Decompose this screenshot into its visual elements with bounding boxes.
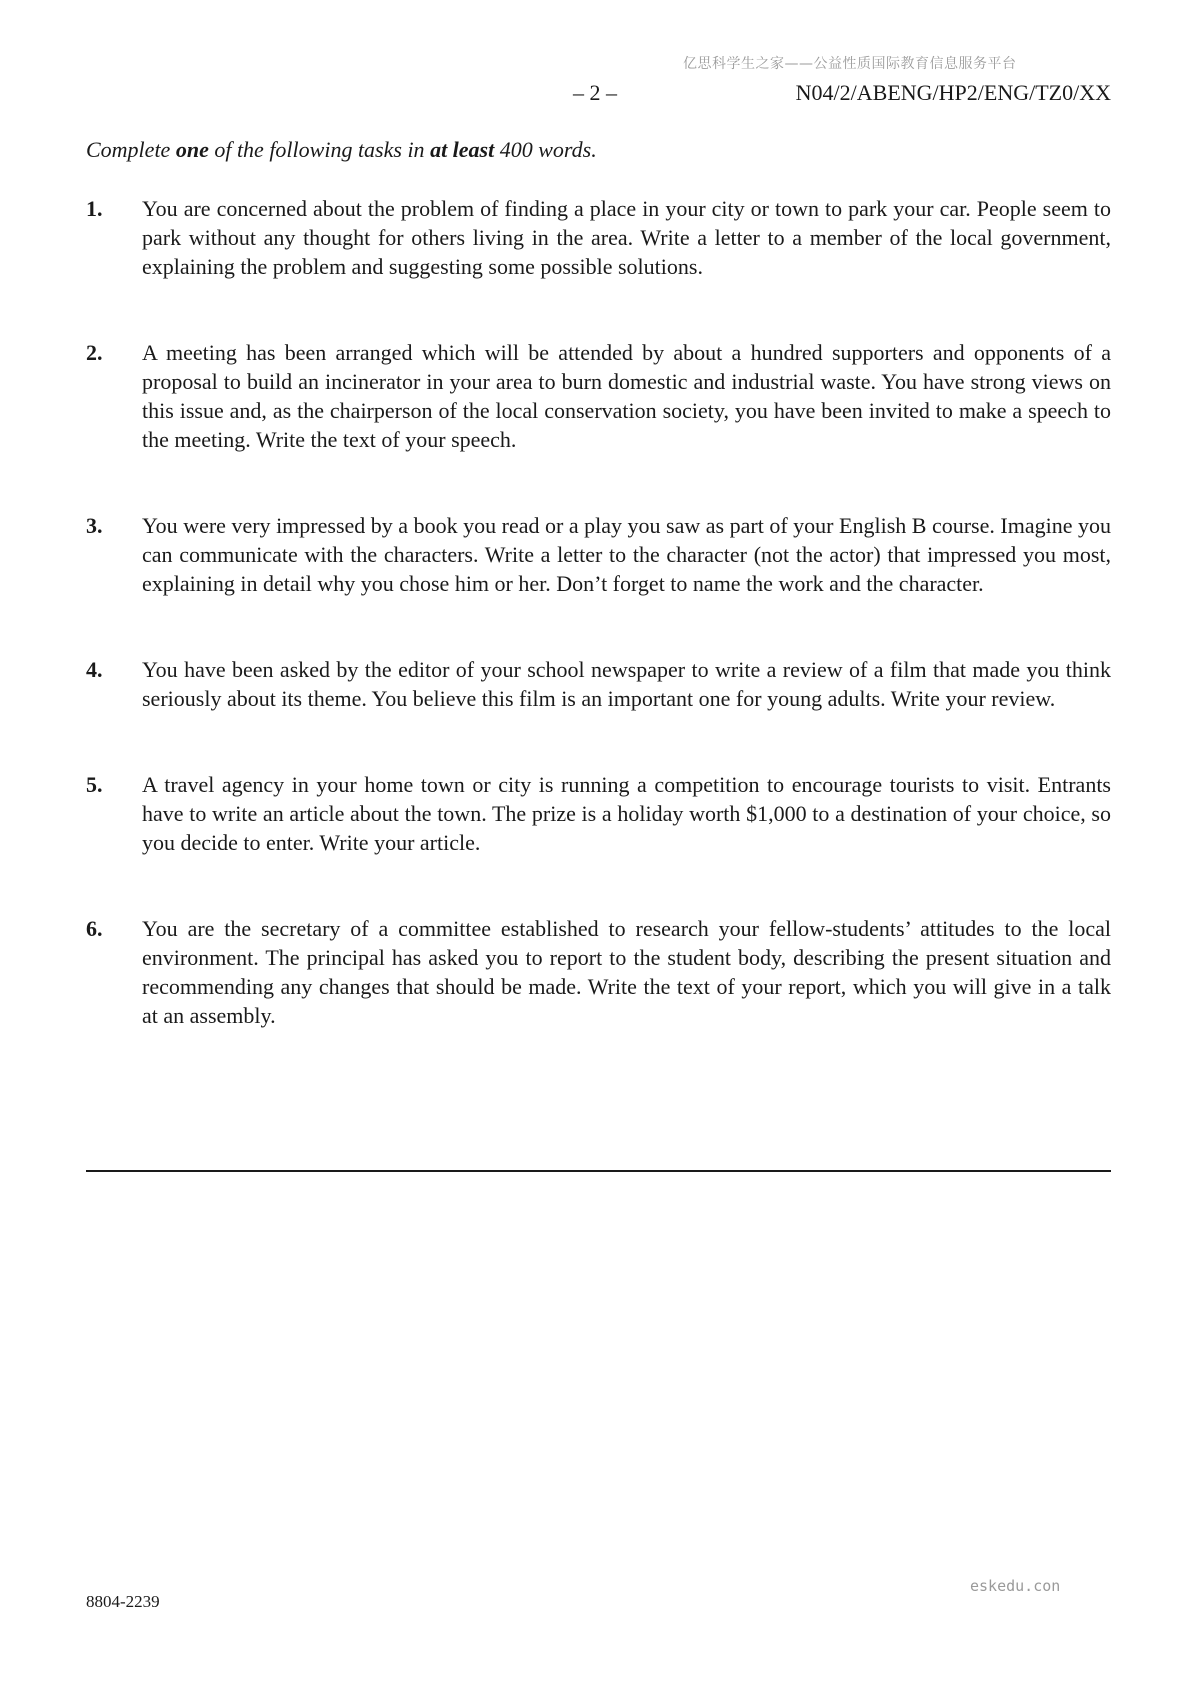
instructions-suffix: 400 words. xyxy=(494,137,597,162)
task-text: A meeting has been arranged which will be attended by about a hundred supporters and opponents of a proposal to build an incinerator in your area to burn domestic and industrial waste. You have strong views on this issue and, as the chairperson of the local conservation society, you have been invited to make a speech to the meeting. Write the text of your speech. xyxy=(142,340,1111,452)
header-watermark: 亿思科学生之家——公益性质国际教育信息服务平台 xyxy=(683,56,1017,72)
footer-watermark: eskedu.con xyxy=(970,1577,1061,1595)
task-text: A travel agency in your home town or city is running a competition to encourage tourists to visit. Entrants have to write an article about the town. The prize is a holiday worth $1,000 to a destination of your choice, so you decide to enter. Write your article. xyxy=(142,772,1111,855)
instructions-emphasis-one: one xyxy=(175,137,209,162)
task-text: You are the secretary of a committee established to research your fellow-students’ attitudes to the local environment. The principal has asked you to report to the student body, describing the present situation and recommending any changes that should be made. Write the text of your report, which you will give in a talk at an assembly. xyxy=(142,916,1111,1028)
task-item xyxy=(86,194,1111,281)
task-item xyxy=(86,770,1111,857)
instructions xyxy=(86,137,597,163)
paper-code: N04/2/ABENG/HP2/ENG/TZ0/XX xyxy=(795,80,1111,105)
task-item xyxy=(86,655,1111,713)
task-number: 1. xyxy=(86,196,103,221)
task-text: You are concerned about the problem of finding a place in your city or town to park your car. People seem to park without any thought for others living in the area. Write a letter to a member of the local government, explaining the problem and suggesting some possible solutions. xyxy=(142,196,1111,279)
task-item xyxy=(86,511,1111,598)
instructions-middle: of the following tasks in xyxy=(208,137,431,162)
task-text: You were very impressed by a book you read or a play you saw as part of your English B course. Imagine you can communicate with the characters. Write a letter to the character (not the actor) that impressed you most, explaining in detail why you chose him or her. Don’t forget to name the work and the character. xyxy=(142,513,1111,596)
instructions-emphasis-least: at least xyxy=(430,137,495,162)
end-of-paper-rule xyxy=(86,1170,1111,1172)
task-number: 2. xyxy=(86,340,103,365)
task-list xyxy=(86,194,1111,1030)
task-item xyxy=(86,914,1111,1030)
task-item xyxy=(86,338,1111,454)
task-number: 6. xyxy=(86,916,103,941)
page-number: – 2 – xyxy=(573,80,617,105)
task-number: 4. xyxy=(86,657,103,682)
task-number: 5. xyxy=(86,772,103,797)
footer-code: 8804-2239 xyxy=(86,1592,160,1611)
instructions-prefix: Complete xyxy=(86,137,176,162)
task-number: 3. xyxy=(86,513,103,538)
task-text: You have been asked by the editor of your school newspaper to write a review of a film that made you think seriously about its theme. You believe this film is an important one for young adults. Write your review. xyxy=(142,657,1111,711)
